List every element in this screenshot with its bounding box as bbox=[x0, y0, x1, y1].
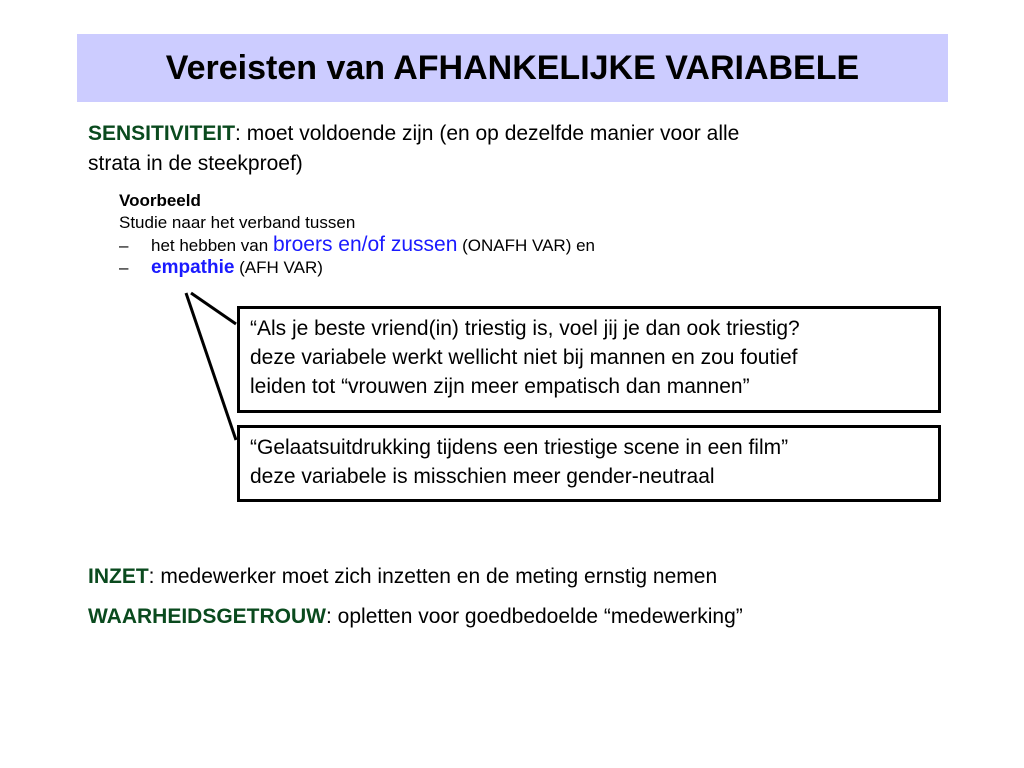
example-item2-post: (AFH VAR) bbox=[234, 258, 323, 277]
example-item-empathy bbox=[119, 257, 595, 279]
sensitiviteit-text-line1: : moet voldoende zijn (en op dezelfde manier voor alle bbox=[235, 122, 740, 145]
example-item1-post: (ONAFH VAR) en bbox=[457, 236, 595, 255]
waarheidsgetrouw-keyword: WAARHEIDSGETROUW bbox=[88, 605, 326, 628]
sensitiviteit-text-line2: strata in de steekproef) bbox=[88, 152, 303, 175]
sensitiviteit-paragraph bbox=[88, 119, 938, 179]
example-heading: Voorbeeld bbox=[119, 191, 201, 210]
note-box-1-line1: “Als je beste vriend(in) triestig is, voel jij je dan ook triestig? bbox=[250, 317, 800, 340]
inzet-paragraph bbox=[88, 562, 717, 592]
note-box-2-line2: deze variabele is misschien meer gender-neutraal bbox=[250, 465, 715, 488]
example-item1-pre: het hebben van bbox=[151, 236, 273, 255]
connector-line-box2 bbox=[186, 293, 236, 440]
note-box-1 bbox=[237, 306, 941, 413]
example-item1-highlight: broers en/of zussen bbox=[272, 233, 458, 256]
note-box-1-line2: deze variabele werkt wellicht niet bij mannen en zou foutief bbox=[250, 346, 798, 369]
note-box-2-line1: “Gelaatsuitdrukking tijdens een triestige scene in een film” bbox=[250, 436, 789, 459]
slide-title: Vereisten van AFHANKELIJKE VARIABELE bbox=[165, 48, 860, 87]
note-box-2 bbox=[237, 425, 941, 502]
inzet-keyword: INZET bbox=[88, 565, 149, 588]
example-intro: Studie naar het verband tussen bbox=[119, 213, 356, 232]
bullet-dash: – bbox=[119, 236, 129, 255]
waarheidsgetrouw-paragraph bbox=[88, 602, 743, 632]
example-item2-highlight: empathie bbox=[151, 257, 235, 278]
waarheidsgetrouw-text: : opletten voor goedbedoelde “medewerking” bbox=[326, 605, 743, 628]
inzet-text: : medewerker moet zich inzetten en de meting ernstig nemen bbox=[148, 565, 718, 588]
example-item-siblings bbox=[119, 234, 595, 257]
note-box-1-line3: leiden tot “vrouwen zijn meer empatisch dan mannen” bbox=[250, 375, 750, 398]
title-bar bbox=[77, 34, 948, 102]
bullet-dash: – bbox=[119, 258, 129, 277]
connector-line-box1 bbox=[191, 293, 236, 324]
example-block bbox=[119, 190, 595, 279]
sensitiviteit-keyword: SENSITIVITEIT bbox=[88, 122, 236, 145]
